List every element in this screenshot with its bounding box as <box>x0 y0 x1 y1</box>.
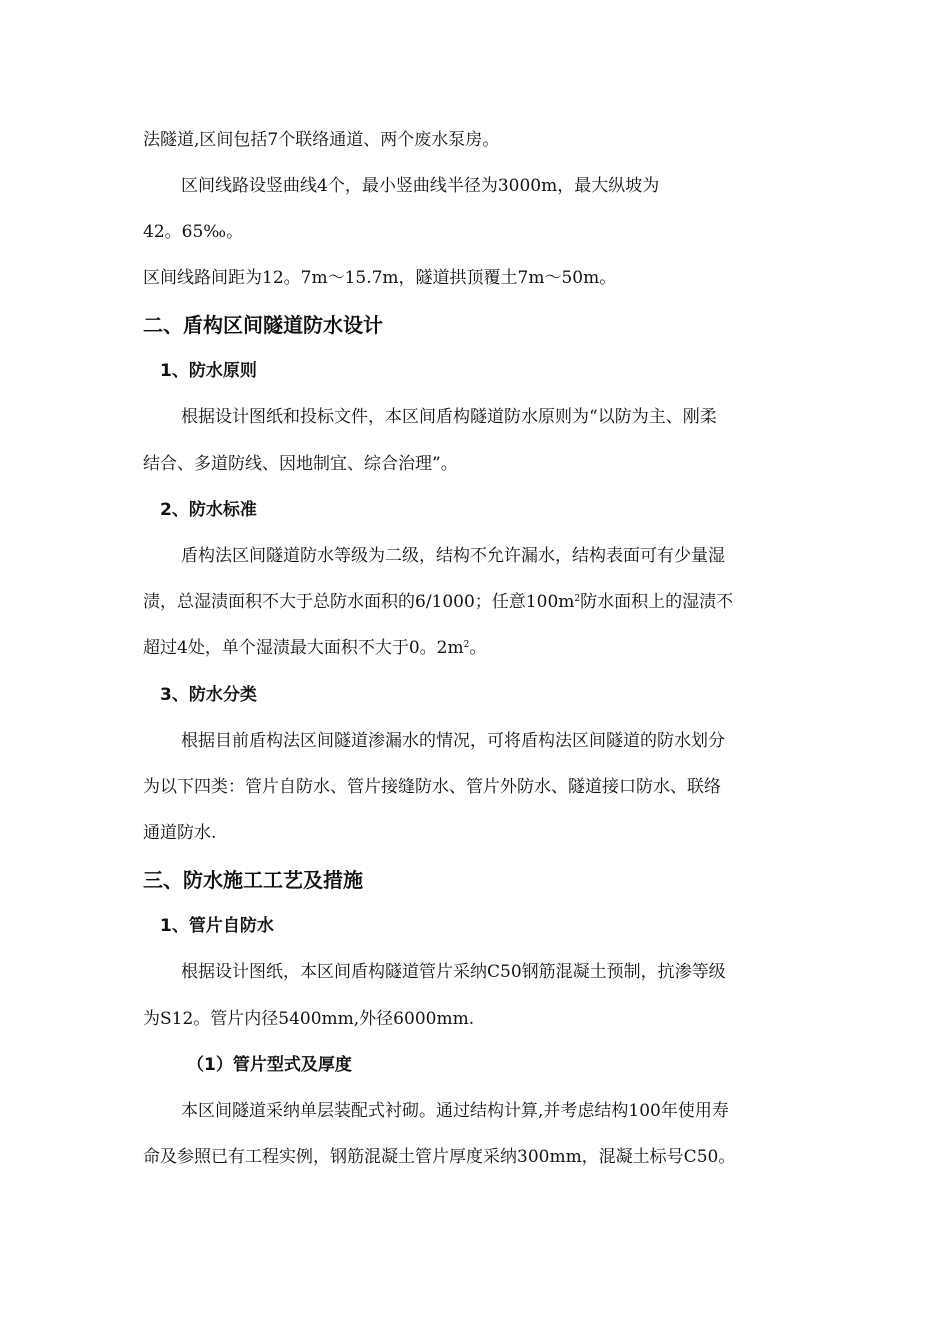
section-2-2-line-3 <box>143 636 486 660</box>
superscript-2: 2 <box>574 594 581 604</box>
superscript-2: 2 <box>463 640 470 650</box>
section-2-2-line-1: 盾构法区间隧道防水等级为二级，结构不允许漏水，结构表面可有少量湿 <box>181 546 725 566</box>
section-3-1-line-2: 为S12。管片内径5400mm,外径6000mm. <box>143 1009 475 1029</box>
intro-line-2: 区间线路设竖曲线4个，最小竖曲线半径为3000m，最大纵坡为 <box>181 176 660 196</box>
section-3-1-heading: 1、管片自防水 <box>160 916 274 936</box>
section-3-1-1-heading: （1）管片型式及厚度 <box>187 1055 352 1075</box>
section-2-1-heading: 1、防水原则 <box>160 361 257 381</box>
section-2-heading: 二、盾构区间隧道防水设计 <box>143 313 383 337</box>
intro-line-3: 42。65‰。 <box>143 222 244 242</box>
section-3-1-1-line-1: 本区间隧道采纳单层装配式衬砌。通过结构计算,并考虑结构100年使用寿 <box>181 1101 729 1121</box>
section-2-2-line-3-text-b: 。 <box>469 638 487 658</box>
section-3-1-1-line-2: 命及参照已有工程实例，钢筋混凝土管片厚度采纳300mm，混凝土标号C50。 <box>143 1147 736 1167</box>
intro-line-4: 区间线路间距为12。7m～15.7m，隧道拱顶覆土7m～50m。 <box>143 268 617 288</box>
section-3-1-line-1: 根据设计图纸，本区间盾构隧道管片采纳C50钢筋混凝土预制，抗渗等级 <box>181 962 726 982</box>
section-2-3-heading: 3、防水分类 <box>160 685 257 705</box>
section-2-3-line-3: 通道防水. <box>143 823 217 843</box>
section-2-2-line-2 <box>143 590 733 614</box>
section-2-1-line-1: 根据设计图纸和投标文件，本区间盾构隧道防水原则为“以防为主、刚柔 <box>181 407 717 427</box>
section-3-heading: 三、防水施工工艺及措施 <box>143 868 363 892</box>
section-2-3-line-1: 根据目前盾构法区间隧道渗漏水的情况，可将盾构法区间隧道的防水划分 <box>181 731 725 751</box>
section-2-2-line-3-text-a: 超过4处，单个湿渍最大面积不大于0。2m <box>143 638 464 658</box>
section-2-1-line-2: 结合、多道防线、因地制宜、综合治理”。 <box>143 454 458 474</box>
section-2-2-line-2-text-a: 渍，总湿渍面积不大于总防水面积的6/1000；任意100m <box>143 592 575 612</box>
section-2-2-line-2-text-b: 防水面积上的湿渍不 <box>580 592 734 612</box>
intro-line-1: 法隧道,区间包括7个联络通道、两个废水泵房。 <box>143 130 500 150</box>
section-2-2-heading: 2、防水标准 <box>160 500 257 520</box>
section-2-3-line-2: 为以下四类：管片自防水、管片接缝防水、管片外防水、隧道接口防水、联络 <box>143 777 721 797</box>
